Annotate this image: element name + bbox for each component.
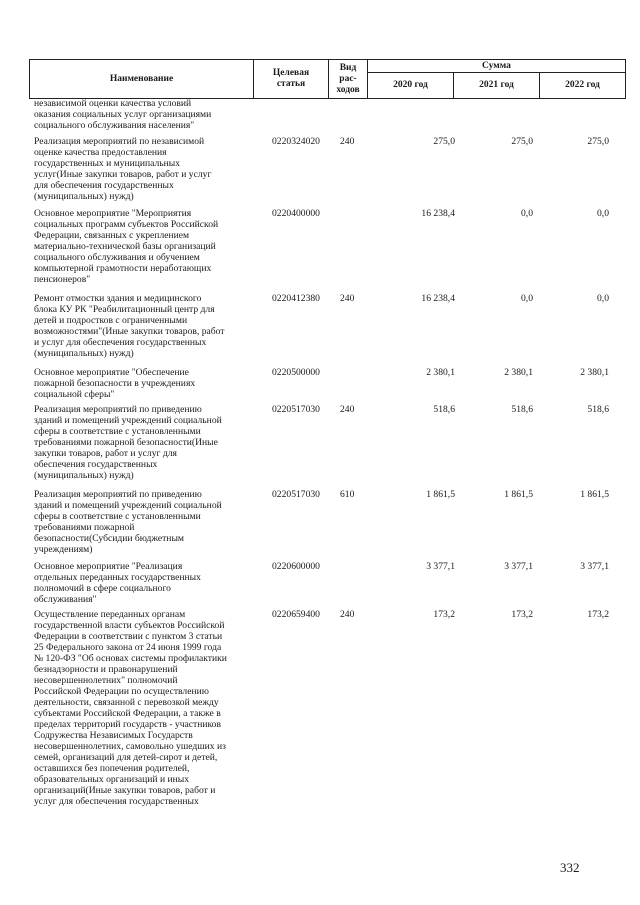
header-code [254, 60, 329, 99]
row-2022: 0,0 [597, 293, 609, 304]
row-code: 0220517030 [272, 404, 320, 415]
row-2022: 275,0 [587, 136, 609, 147]
header-name: Наименование [30, 60, 254, 99]
row-2021: 3 377,1 [504, 561, 533, 572]
row-2022: 2 380,1 [580, 367, 609, 378]
row-2021: 0,0 [521, 293, 533, 304]
row-vid: 610 [340, 489, 355, 500]
row-name: Осуществление переданных органам государственной власти субъектов Российской Федерации в соответствии с пунктом 3 статьи 25 Федерального закона от 24 июня 1999 года № 120-ФЗ "Об основах системы профилактики безнадзорности и правонарушений несовершеннолетних" полномочий Российской Федерации по осуществлению деятельности, связанной с перевозкой между субъектами Российской Федерации, а также в пределах территорий государств - участников Содружества Независимых Государств несовершеннолетних, самовольно ушедших из семей, организаций для детей-сирот и детей, оставшихся без попечения родителей, образовательных организаций и иных организаций(Иные закупки товаров, работ и услуг для обеспечения государственных [34, 609, 227, 807]
row-2020: 2 380,1 [426, 367, 455, 378]
table-row [0, 609, 640, 829]
row-code: 0220500000 [272, 367, 320, 378]
header-code-line1: Целевая [272, 68, 310, 78]
header-vid [329, 60, 368, 99]
page-number: 332 [560, 860, 580, 875]
header-vid-line2: рас- [339, 73, 357, 84]
row-2022: 173,2 [587, 609, 609, 620]
row-2022: 1 861,5 [580, 489, 609, 500]
row-2022: 3 377,1 [580, 561, 609, 572]
row-vid: 240 [340, 293, 355, 304]
row-2020: 1 861,5 [426, 489, 455, 500]
row-2020: 16 238,4 [421, 293, 455, 304]
row-2021: 1 861,5 [504, 489, 533, 500]
row-2020: 3 377,1 [426, 561, 455, 572]
row-2020: 16 238,4 [421, 208, 455, 219]
table-row [0, 404, 640, 489]
table-row [0, 136, 640, 208]
row-code: 0220412380 [272, 293, 320, 304]
row-2021: 275,0 [511, 136, 533, 147]
row-2021: 518,6 [511, 404, 533, 415]
row-2021: 2 380,1 [504, 367, 533, 378]
row-name: Ремонт отмостки здания и медицинского блока КУ РК "Реабилитационный центр для детей и подростков с ограниченными возможностями"(Иные закупки товаров, работ и услуг для обеспечения государственных (муниципальных) нужд) [34, 293, 225, 359]
header-year-2021: 2021 год [454, 73, 540, 99]
header-sum: Сумма [368, 60, 626, 73]
row-vid: 240 [340, 404, 355, 415]
row-name: Основное мероприятие "Обеспечение пожарной безопасности в учреждениях социальной сферы" [34, 367, 196, 400]
row-code: 0220600000 [272, 561, 320, 572]
row-name: Основное мероприятие "Реализация отдельных переданных государственных полномочий в сфере социального обслуживания" [34, 561, 201, 605]
row-name: независимой оценки качества условий оказания социальных услуг организациями социального обслуживания населения" [34, 98, 212, 131]
header-vid-line3: ходов [336, 84, 360, 95]
row-code: 0220324020 [272, 136, 320, 147]
row-2021: 0,0 [521, 208, 533, 219]
row-code: 0220400000 [272, 208, 320, 219]
row-name: Реализация мероприятий по приведению зданий и помещений учреждений социальной сферы в соответствие с установленными требованиями пожарной безопасности(Субсидии бюджетным учреждениям) [34, 489, 222, 555]
row-2021: 173,2 [511, 609, 533, 620]
row-code: 0220517030 [272, 489, 320, 500]
table-row [0, 293, 640, 367]
table-row [0, 208, 640, 293]
table-row [0, 367, 640, 404]
row-name: Реализация мероприятий по независимой оценке качества предоставления государственных и муниципальных услуг(Иные закупки товаров, работ и услуг для обеспечения государственных (муниципальных) нужд) [34, 136, 212, 202]
table-row [0, 561, 640, 609]
row-2020: 173,2 [433, 609, 455, 620]
row-name: Основное мероприятие "Мероприятия социальных программ субъектов Российской Федерации, связанных с укреплением материально-технической базы организаций социального обслуживания и обучением компьютерной грамотности неработающих пенсионеров" [34, 208, 219, 285]
row-vid: 240 [340, 609, 355, 620]
row-2020: 275,0 [433, 136, 455, 147]
row-vid: 240 [340, 136, 355, 147]
header-vid-line1: Вид [339, 62, 357, 73]
row-code: 0220659400 [272, 609, 320, 620]
header-code-line2: статья [276, 79, 306, 89]
table-row [0, 98, 640, 136]
row-2020: 518,6 [433, 404, 455, 415]
header-year-2020: 2020 год [368, 73, 454, 99]
row-2022: 518,6 [587, 404, 609, 415]
header-year-2022: 2022 год [540, 73, 626, 99]
table-row [0, 489, 640, 561]
table-body [0, 98, 640, 829]
table-header [29, 59, 626, 99]
row-name: Реализация мероприятий по приведению зданий и помещений учреждений социальной сферы в соответствие с установленными требованиями пожарной безопасности(Иные закупки товаров, работ и услуг для обеспечения государственных (муниципальных) нужд) [34, 404, 222, 481]
row-2022: 0,0 [597, 208, 609, 219]
